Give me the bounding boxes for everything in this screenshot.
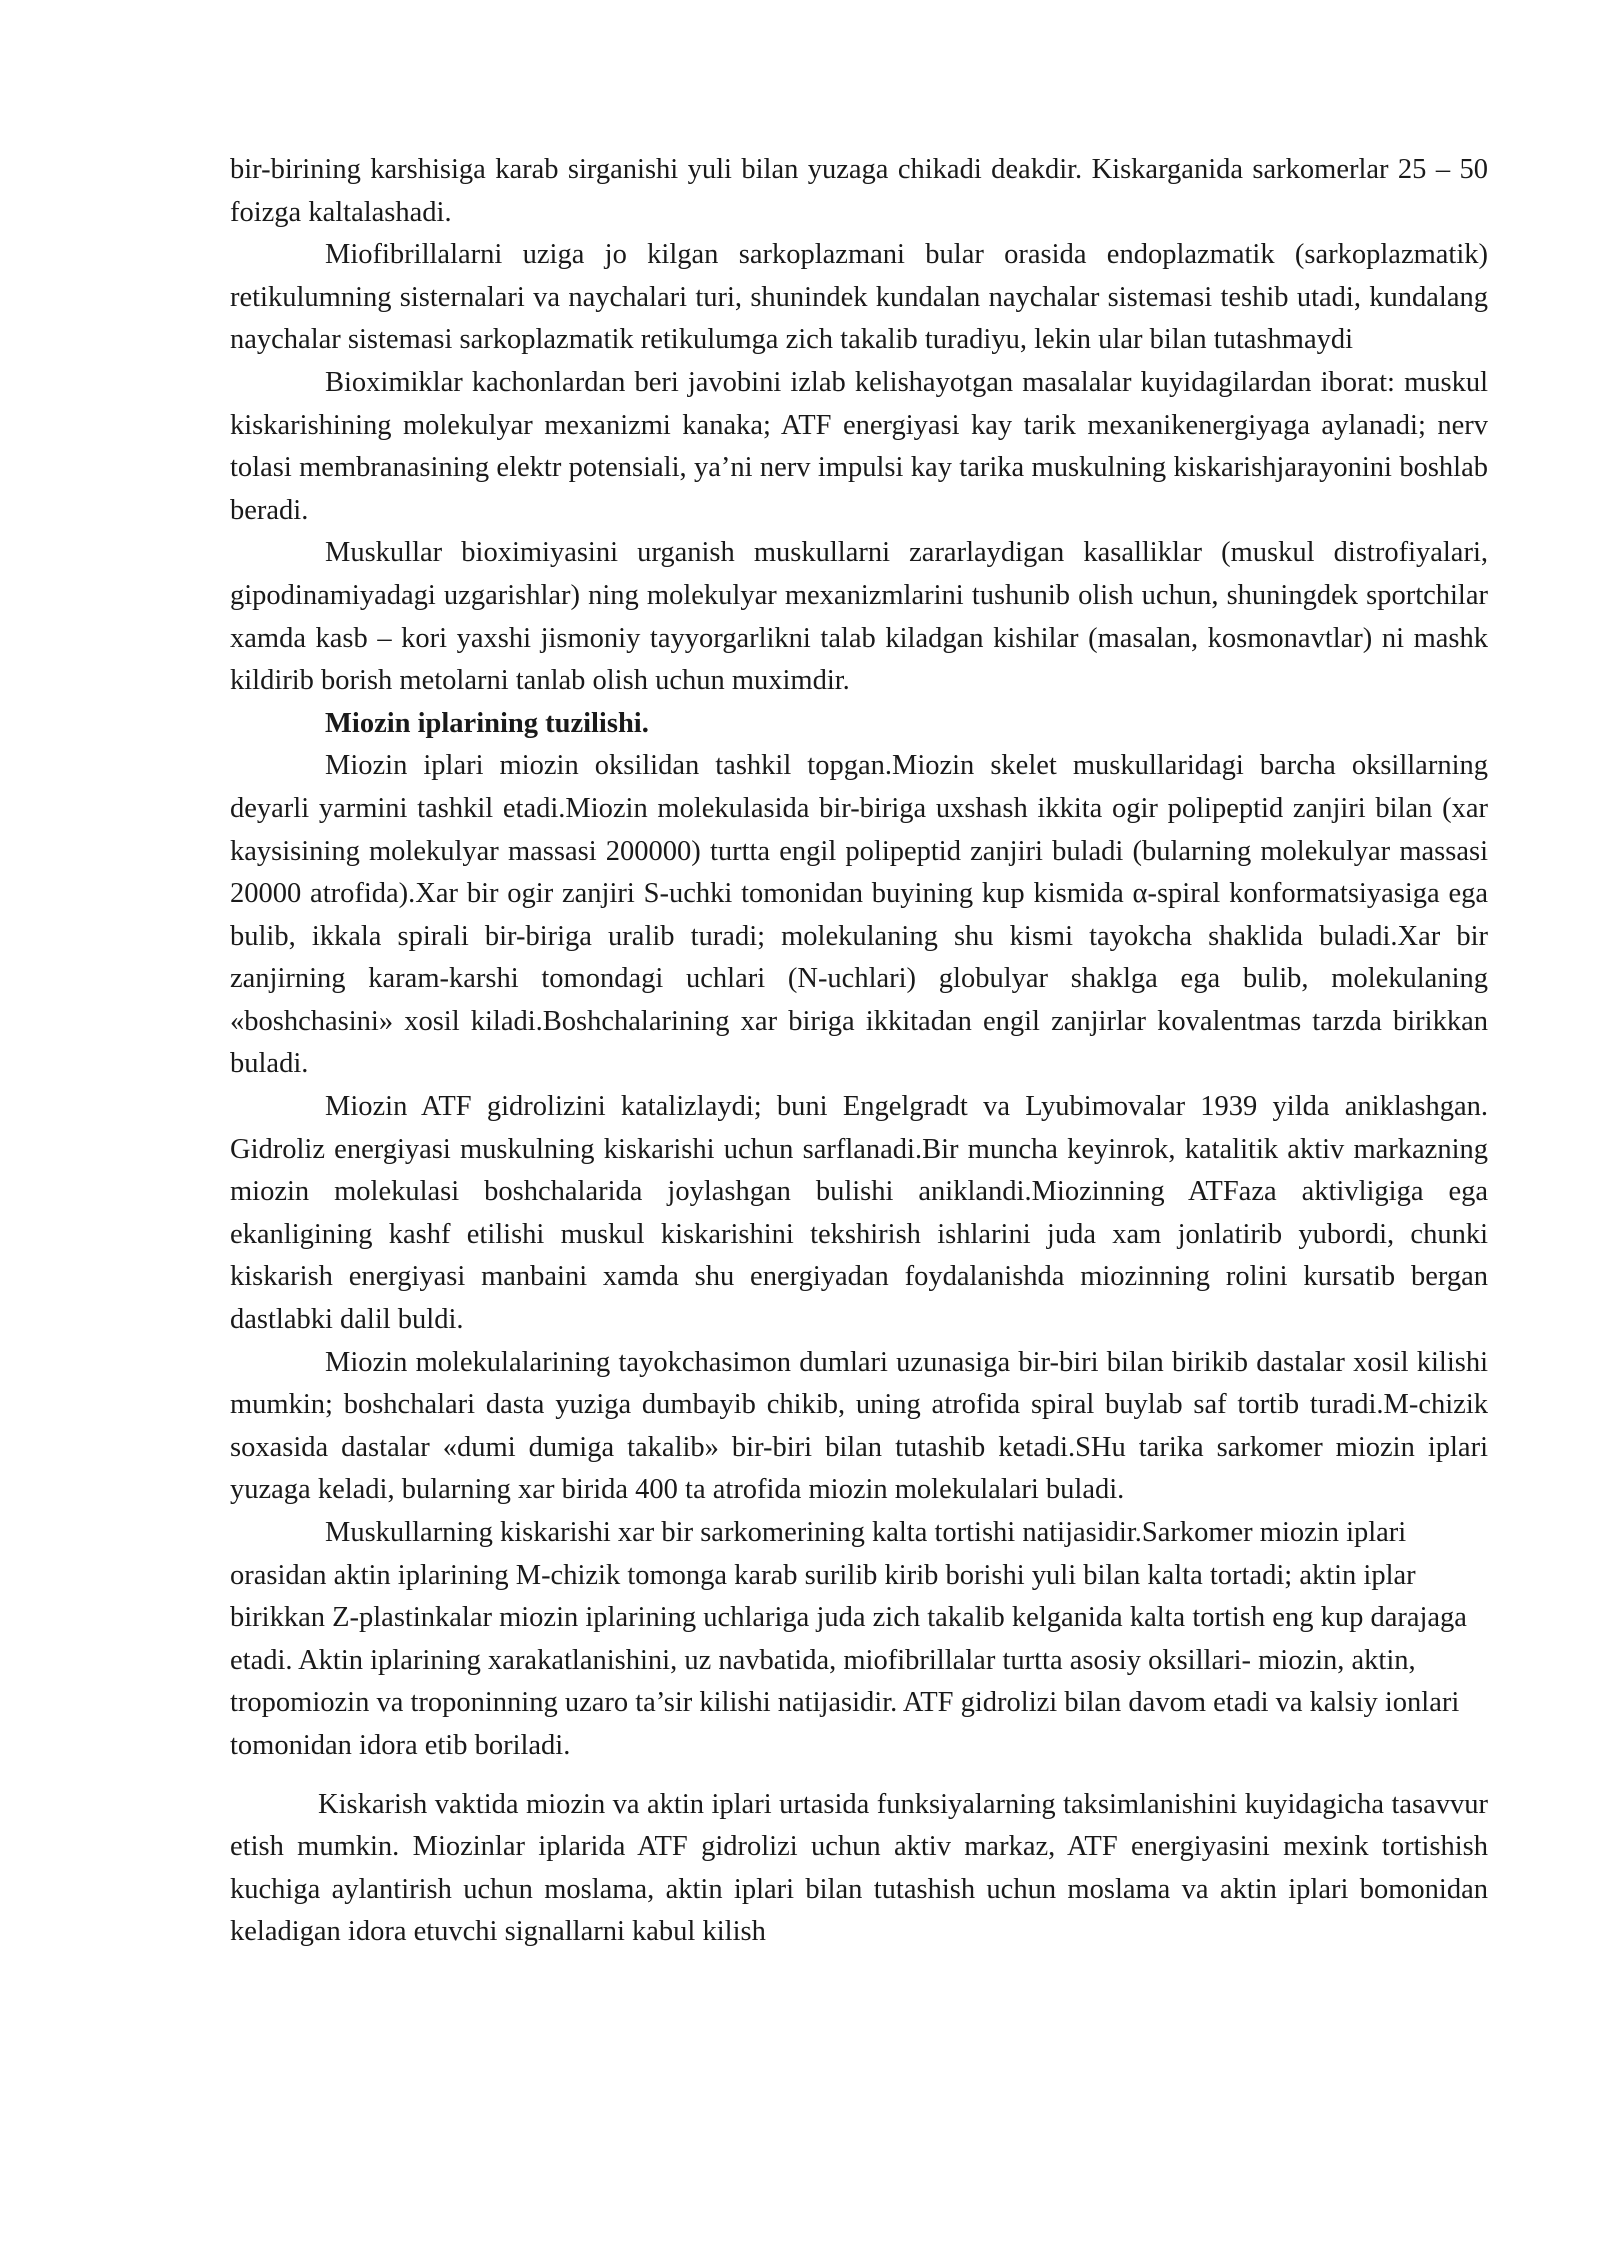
section-heading: Miozin iplarining tuzilishi. — [325, 707, 649, 739]
paragraph-miozin-molekulalari: Miozin molekulalarining tayokchasimon dumlari uzunasiga bir-biri bilan birikib dastalar xosil kilishi mumkin; boshchalari dasta yuziga dumbayib chikib, uning atrofida spiral buylab saf tortib turadi.M-chizik soxasida dastalar «dumi dumiga takalib» bir-biri bilan tutashib ketadi.SHu tarika sarkomer miozin iplari yuzaga keladi, bularning xar birida 400 ta atrofida miozin molekulalari buladi. — [230, 1346, 1488, 1506]
paragraph-kiskarish-vaktida: Kiskarish vaktida miozin va aktin iplari urtasida funksiyalarning taksimlanishini kuyidagicha tasavvur etish mumkin. Miozinlar iplarida ATF gidrolizi uchun aktiv markaz, ATF energiyasini mexink tortishish kuchiga aylantirish uchun moslama, aktin iplari bilan tutashish uchun moslama va aktin iplari bomonidan keladigan idora etuvchi signallarni kabul kilish — [230, 1788, 1488, 1948]
paragraph-bioximiklar: Bioximiklar kachonlardan beri javobini izlab kelishayotgan masalalar kuyidagilardan iborat: muskul kiskarishining molekulyar mexanizmi kanaka; ATF energiyasi kay tarik mexanikenergiyaga aylanadi; nerv tolasi membranasining elektr potensiali, ya’ni nerv impulsi kay tarika muskulning kiskarishjarayonini boshlab beradi. — [230, 366, 1488, 526]
document-body — [230, 149, 1488, 1954]
paragraph-miozin-iplari: Miozin iplari miozin oksilidan tashkil topgan.Miozin skelet muskullaridagi barcha oksillarning deyarli yarmini tashkil etadi.Miozin molekulasida bir-biriga uxshash ikkita ogir polipeptid zanjiri bilan (xar kaysisining molekulyar massasi 200000) turtta engil polipeptid zanjiri buladi (bularning molekulyar massasi 20000 atrofida).Xar bir ogir zanjiri S-uchki tomonidan buyining kup kismida α-spiral konformatsiyasiga ega bulib, ikkala spirali bir-biriga uralib turadi; molekulaning shu kismi tayokcha shaklida buladi.Xar bir zanjirning karam-karshi tomondagi uchlari (N-uchlari) globulyar shaklga ega bulib, molekulaning «boshchasini» xosil kiladi.Boshchalarining xar biriga ikkitadan engil zanjirlar kovalentmas tarzda birikkan buladi. — [230, 750, 1488, 1080]
paragraph-muskullar-bioximiyasi: Muskullar bioximiyasini urganish muskullarni zararlaydigan kasalliklar (muskul distrofiyalari, gipodinamiyadagi uzgarishlar) ning molekulyar mexanizmlarini tushunib olish uchun, shuningdek sportchilar xamda kasb – kori yaxshi jismoniy tayyorgarlikni talab kiladgan kishilar (masalan, kosmonavtlar) ni mashk kildirib borish metolarni tanlab olish uchun muximdir. — [230, 537, 1488, 697]
paragraph-miozin-atf: Miozin ATF gidrolizini katalizlaydi; buni Engelgradt va Lyubimovalar 1939 yilda aniklashgan. Gidroliz energiyasi muskulning kiskarishi uchun sarflanadi.Bir muncha keyinrok, katalitik aktiv markazning miozin molekulasi boshchalarida joylashgan bulishi aniklandi.Miozinning ATFaza aktivligiga ega ekanligining kashf etilishi muskul kiskarishini tekshirish ishlarini juda xam jonlatirib yubordi, chunki kiskarish energiyasi manbaini xamda shu energiyadan foydalanishda miozinning rolini kursatib bergan dastlabki dalil buldi. — [230, 1091, 1488, 1336]
paragraph-muskullar-kiskarishi: Muskullarning kiskarishi xar bir sarkomerining kalta tortishi natijasidir.Sarkomer miozin iplari orasidan aktin iplarining M-chizik tomonga karab surilib kirib borishi yuli bilan kalta tortadi; aktin iplar birikkan Z-plastinkalar miozin iplarining uchlariga juda zich takalib kelganida kalta tortish eng kup darajaga etadi. Aktin iplarining xarakatlanishini, uz navbatida, miofibrillalar turtta asosiy oksillari- miozin, aktin, tropomiozin va troponinning uzaro ta’sir kilishi natijasidir. ATF gidrolizi bilan davom etadi va kalsiy ionlari tomonidan idora etib boriladi. — [230, 1517, 1467, 1761]
paragraph-sarkomer-continuation: bir-birining karshisiga karab sirganishi yuli bilan yuzaga chikadi deakdir. Kiskarganida sarkomerlar 25 – 50 foizga kaltalashadi. — [230, 154, 1488, 228]
paragraph-miofibrillalar: Miofibrillalarni uziga jo kilgan sarkoplazmani bular orasida endoplazmatik (sarkoplazmatik) retikulumning sisternalari va naychalari turi, shunindek kundalan naychalar sistemasi teshib utadi, kundalang naychalar sistemasi sarkoplazmatik retikulumga zich takalib turadiyu, lekin ular bilan tutashmaydi — [230, 239, 1488, 356]
